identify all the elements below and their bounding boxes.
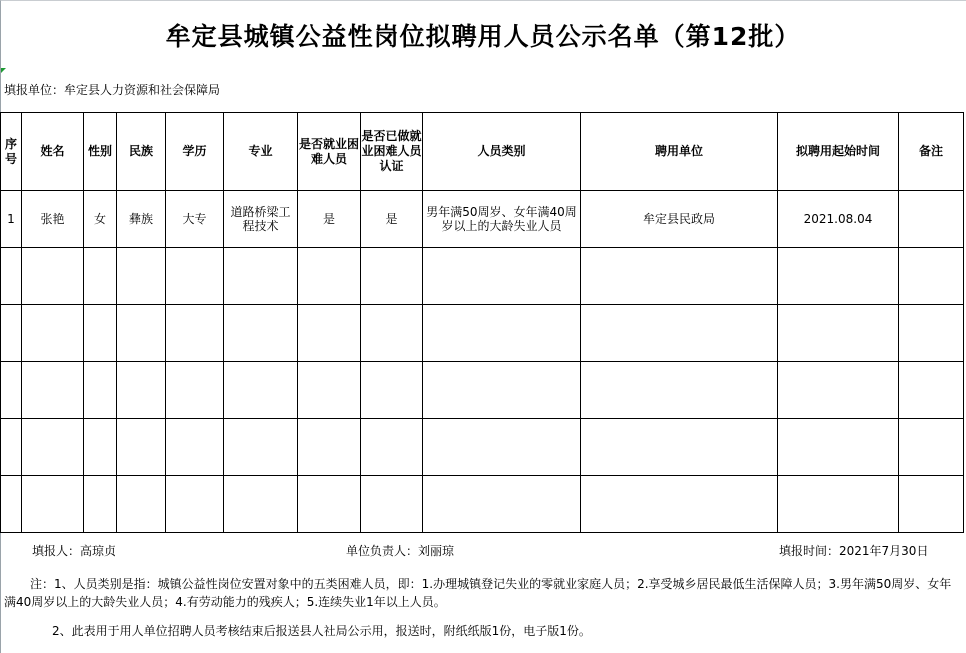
table-row — [1, 191, 964, 248]
table-cell-empty — [84, 476, 117, 533]
table-cell-empty — [1, 305, 22, 362]
table-cell-empty — [84, 419, 117, 476]
table-cell-empty — [117, 476, 166, 533]
cell-category: 男年满50周岁、女年满40周岁以上的大龄失业人员 — [423, 191, 581, 248]
table-cell-empty — [778, 362, 899, 419]
table-cell-empty — [117, 305, 166, 362]
table-cell-empty — [423, 476, 581, 533]
table-cell-empty — [423, 305, 581, 362]
table-cell-empty — [1, 362, 22, 419]
cell-employer: 牟定县民政局 — [581, 191, 778, 248]
table-cell-empty — [166, 419, 224, 476]
left-border — [0, 540, 1, 653]
table-cell-empty — [423, 362, 581, 419]
table-cell-empty — [361, 476, 423, 533]
table-cell-empty — [298, 476, 361, 533]
responsible-person: 单位负责人：刘丽琼 — [346, 544, 455, 558]
table-cell-empty — [298, 248, 361, 305]
table-header-row — [1, 113, 964, 191]
table-cell-empty — [117, 248, 166, 305]
personnel-table — [0, 112, 964, 533]
page-title: 牟定县城镇公益性岗位拟聘用人员公示名单（第12批） — [165, 22, 801, 51]
col-header-major: 专业 — [224, 113, 298, 191]
table-cell-empty — [84, 362, 117, 419]
col-header-employer: 聘用单位 — [581, 113, 778, 191]
cell-remarks — [899, 191, 964, 248]
table-cell-empty — [22, 476, 84, 533]
table-cell-empty — [22, 362, 84, 419]
cell-gender: 女 — [84, 191, 117, 248]
col-header-hardship: 是否就业困难人员 — [298, 113, 361, 191]
table-cell-empty — [117, 419, 166, 476]
cell-hardship: 是 — [298, 191, 361, 248]
cell-ethnicity: 彝族 — [117, 191, 166, 248]
reporting-unit: 填报单位：牟定县人力资源和社会保障局 — [4, 83, 221, 97]
table-cell-empty — [166, 476, 224, 533]
note-1: 注：1、人员类别是指：城镇公益性岗位安置对象中的五类困难人员，即：1.办理城镇登记失业的零就业家庭人员；2.享受城乡居民最低生活保障人员；3.男年满50周岁、女年满40周岁以上的大龄失业人员；4.有劳动能力的残疾人；5.连续失业1年以上人员。 — [4, 577, 952, 609]
table-cell-empty — [361, 362, 423, 419]
table-cell-empty — [22, 419, 84, 476]
col-header-ethnicity: 民族 — [117, 113, 166, 191]
table-cell-empty — [1, 248, 22, 305]
table-cell-empty — [899, 305, 964, 362]
table-row-empty — [1, 362, 964, 419]
table-cell-empty — [117, 362, 166, 419]
table-cell-empty — [581, 362, 778, 419]
table-cell-empty — [778, 476, 899, 533]
cell-name: 张艳 — [22, 191, 84, 248]
col-header-start-date: 拟聘用起始时间 — [778, 113, 899, 191]
col-header-name: 姓名 — [22, 113, 84, 191]
report-time: 填报时间：2021年7月30日 — [779, 544, 929, 558]
table-cell-empty — [581, 305, 778, 362]
table-cell-empty — [423, 248, 581, 305]
table-cell-empty — [899, 248, 964, 305]
table-cell-empty — [778, 419, 899, 476]
table-cell-empty — [224, 419, 298, 476]
col-header-category: 人员类别 — [423, 113, 581, 191]
table-cell-empty — [224, 248, 298, 305]
table-cell-empty — [361, 419, 423, 476]
table-cell-empty — [1, 476, 22, 533]
table-cell-empty — [298, 362, 361, 419]
table-cell-empty — [581, 419, 778, 476]
note-2: 2、此表用于用人单位招聘人员考核结束后报送县人社局公示用，报送时，附纸纸版1份，电子版1份。 — [52, 624, 591, 638]
table-cell-empty — [361, 305, 423, 362]
table-cell-empty — [899, 476, 964, 533]
table-cell-empty — [1, 419, 22, 476]
table-cell-empty — [224, 362, 298, 419]
table-cell-empty — [22, 248, 84, 305]
col-header-certified: 是否已做就业困难人员认证 — [361, 113, 423, 191]
table-cell-empty — [224, 476, 298, 533]
table-cell-empty — [84, 248, 117, 305]
table-row-empty — [1, 305, 964, 362]
cell-index: 1 — [1, 191, 22, 248]
table-cell-empty — [581, 248, 778, 305]
cell-start-date: 2021.08.04 — [778, 191, 899, 248]
cell-education: 大专 — [166, 191, 224, 248]
table-row-empty — [1, 248, 964, 305]
table-cell-empty — [298, 305, 361, 362]
col-header-education: 学历 — [166, 113, 224, 191]
table-cell-empty — [361, 248, 423, 305]
table-row-empty — [1, 419, 964, 476]
cell-certified: 是 — [361, 191, 423, 248]
table-cell-empty — [224, 305, 298, 362]
cell-major: 道路桥梁工程技术 — [224, 191, 298, 248]
table-cell-empty — [581, 476, 778, 533]
table-cell-empty — [166, 362, 224, 419]
table-cell-empty — [899, 362, 964, 419]
table-cell-empty — [166, 248, 224, 305]
table-cell-empty — [778, 305, 899, 362]
table-cell-empty — [778, 248, 899, 305]
col-header-gender: 性别 — [84, 113, 117, 191]
reporter: 填报人：高琼贞 — [32, 544, 117, 558]
table-row-empty — [1, 476, 964, 533]
col-header-remarks: 备注 — [899, 113, 964, 191]
table-cell-empty — [899, 419, 964, 476]
table-cell-empty — [166, 305, 224, 362]
table-cell-empty — [84, 305, 117, 362]
table-cell-empty — [423, 419, 581, 476]
table-cell-empty — [298, 419, 361, 476]
col-header-index: 序号 — [1, 113, 22, 191]
table-cell-empty — [22, 305, 84, 362]
